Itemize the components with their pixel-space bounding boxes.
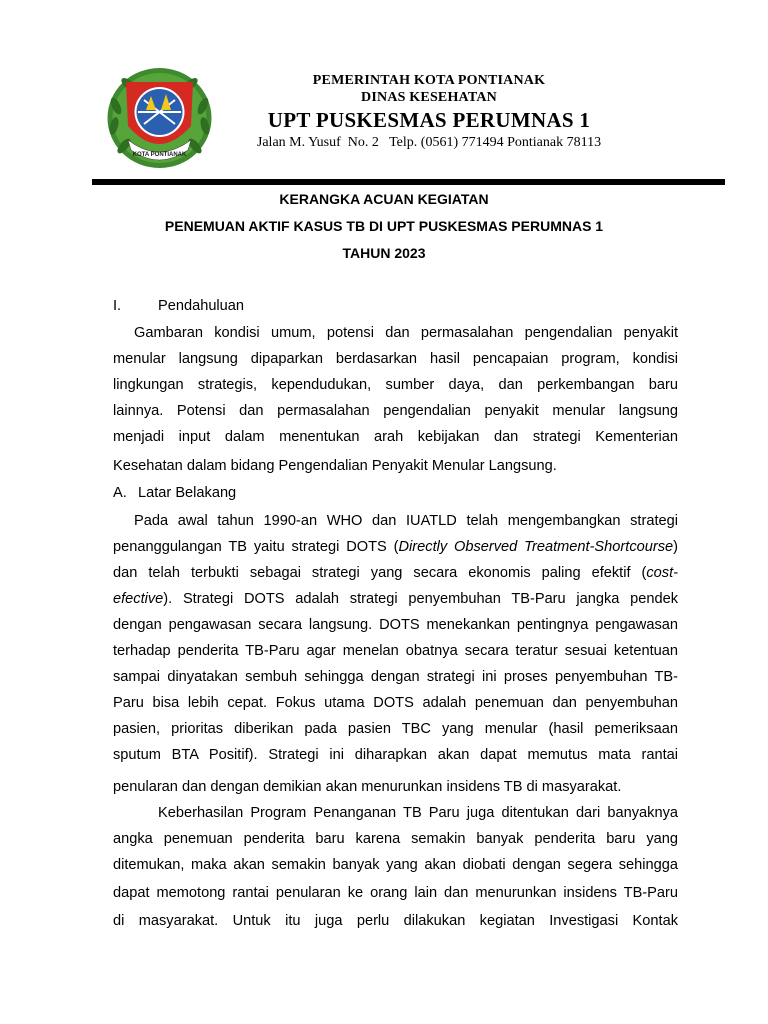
text-run: dan telah terbukti sebagai strategi yang secara ekonomis paling efektif ( [113,565,647,581]
text-run: penanggulangan TB yaitu strategi DOTS ( [113,539,399,555]
paragraph-line: terhadap penderita TB-Paru agar menelan obatnya secara teratur sesuai ketentuan [113,643,678,659]
paragraph-line: menular langsung dipaparkan berdasarkan hasil pencapaian program, kondisi [113,351,678,367]
paragraph-line: sputum BTA Positif). Strategi ini diharapkan akan dapat memutus mata rantai [113,747,678,763]
italic-term: cost- [646,565,678,581]
text-run: ). Strategi DOTS adalah strategi penyembuhan TB-Paru jangka pendek [163,591,678,607]
italic-term: Directly Observed Treatment-Shortcourse [398,539,674,555]
doc-subtitle: PENEMUAN AKTIF KASUS TB DI UPT PUSKESMAS PERUMNAS 1 [164,218,604,234]
subsection-title: Latar Belakang [138,485,237,501]
letterhead-address: Jalan M. Yusuf No. 2 Telp. (0561) 771494 Pontianak 78113 [256,135,602,150]
doc-year: TAHUN 2023 [342,245,426,261]
letterhead-line-government: PEMERINTAH KOTA PONTIANAK [312,73,546,88]
paragraph-line: dapat memotong rantai penularan ke orang lain dan menurunkan insidens TB-Paru [113,885,678,901]
letterhead-line-department: DINAS KESEHATAN [361,90,497,105]
paragraph-line [113,537,678,557]
paragraph-line: Gambaran kondisi umum, potensi dan permasalahan pengendalian penyakit [134,325,678,341]
paragraph-line: sampai dinyatakan sembuh sehingga dengan strategi ini proses penyembuhan TB- [113,669,678,685]
paragraph-line: lainnya. Potensi dan permasalahan pengendalian penyakit menular langsung [113,403,678,419]
paragraph-line: ditemukan, maka akan semakin banyak yang akan diobati dengan segera sehingga [113,857,678,873]
paragraph-line: angka penemuan penderita baru karena semakin banyak penderita baru yang [113,831,678,847]
document-body [113,0,678,1024]
doc-title: KERANGKA ACUAN KEGIATAN [279,191,489,207]
section-number: I. [113,298,122,314]
italic-term: efective [113,591,164,607]
paragraph-line: Keberhasilan Program Penanganan TB Paru juga ditentukan dari banyaknya [158,805,678,821]
paragraph-line: menjadi input dalam menentukan arah kebijakan dan strategi Kementerian [113,429,678,445]
paragraph-line: dengan pengawasan secara langsung. DOTS menekankan pentingnya pengawasan [113,617,678,633]
paragraph-line: pasien, prioritas diberikan pada pasien TBC yang menular (hasil pemeriksaan [113,721,678,737]
paragraph-line [113,563,678,583]
paragraph-line: Pada awal tahun 1990-an WHO dan IUATLD telah mengembangkan strategi [134,513,678,529]
paragraph-line [113,589,678,609]
text-run: ) [673,539,678,555]
section-title: Pendahuluan [158,298,245,314]
paragraph-line: penularan dan dengan demikian akan menurunkan insidens TB di masyarakat. [113,779,622,795]
logo-label: KOTA PONTIANAK [132,152,187,158]
paragraph-line: lingkungan strategis, kependudukan, sumber daya, dan perkembangan baru [113,377,678,393]
paragraph-line: Kesehatan dalam bidang Pengendalian Penyakit Menular Langsung. [113,458,557,474]
paragraph-line: di masyarakat. Untuk itu juga perlu dilakukan kegiatan Investigasi Kontak [113,913,678,929]
paragraph-line: Paru bisa lebih cepat. Fokus utama DOTS adalah penemuan dan penyembuhan [113,695,678,711]
subsection-letter: A. [113,485,127,501]
letterhead-line-institution: UPT PUSKESMAS PERUMNAS 1 [267,108,591,132]
